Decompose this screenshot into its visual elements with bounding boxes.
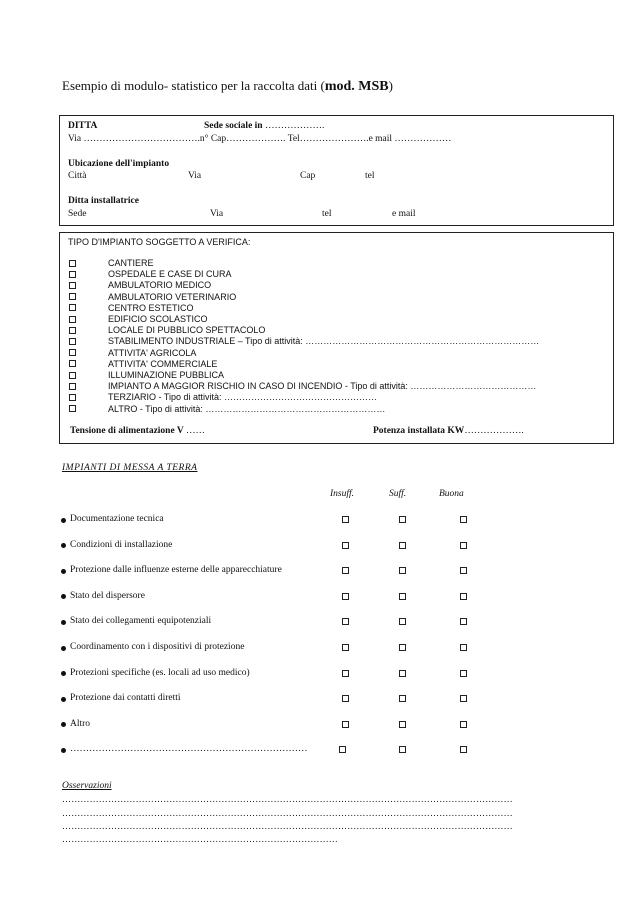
bullet-icon — [61, 646, 66, 651]
buona-checkbox[interactable] — [460, 746, 467, 753]
insuff-checkbox[interactable] — [342, 670, 349, 677]
col-buona: Buona — [439, 489, 464, 499]
terra-row-label: Altro — [70, 718, 91, 729]
osservazioni-line[interactable]: ………………………………………………………………………………………………………………………………… — [62, 794, 513, 804]
bullet-icon — [61, 543, 66, 548]
installatrice-tel[interactable]: tel — [322, 209, 332, 219]
sede-sociale-label: Sede sociale in — [204, 121, 263, 131]
installatrice-via[interactable]: Via — [210, 209, 224, 219]
suff-checkbox[interactable] — [399, 746, 406, 753]
col-suff: Suff. — [389, 489, 407, 499]
form-code: mod. MSB — [324, 79, 389, 94]
buona-checkbox[interactable] — [460, 644, 467, 651]
insuff-checkbox[interactable] — [342, 695, 349, 702]
impianto-checkbox[interactable] — [69, 316, 76, 323]
tensione-dots: …… — [185, 426, 205, 436]
bullet-icon — [61, 594, 66, 599]
impianto-item-label: TERZIARIO - Tipo di attività: …………………………………………… — [108, 392, 378, 403]
buona-checkbox[interactable] — [460, 567, 467, 574]
impianto-item-label: ALTRO - Tipo di attività: …………………………………………………… — [108, 403, 386, 414]
ubicazione-tel[interactable]: tel — [365, 171, 375, 181]
insuff-checkbox[interactable] — [342, 721, 349, 728]
impianto-checkbox[interactable] — [69, 260, 76, 267]
insuff-checkbox[interactable] — [339, 746, 346, 753]
impianto-item-label: STABILIMENTO INDUSTRIALE – Tipo di attività: …………………………………………………………………… — [108, 336, 540, 347]
impianto-checkbox[interactable] — [69, 349, 76, 356]
buona-checkbox[interactable] — [460, 695, 467, 702]
impianto-checkbox[interactable] — [69, 327, 76, 334]
suff-checkbox[interactable] — [399, 644, 406, 651]
suff-checkbox[interactable] — [399, 542, 406, 549]
terra-row-label: Protezione dai contatti diretti — [70, 693, 181, 704]
buona-checkbox[interactable] — [460, 670, 467, 677]
suff-checkbox[interactable] — [399, 721, 406, 728]
terra-row-label: Coordinamento con i dispositivi di protezione — [70, 642, 245, 652]
buona-checkbox[interactable] — [460, 721, 467, 728]
sede-sociale-field[interactable] — [204, 121, 324, 131]
tipo-impianto-heading: TIPO D'IMPIANTO SOGGETTO A VERIFICA: — [68, 237, 251, 247]
insuff-checkbox[interactable] — [342, 542, 349, 549]
suff-checkbox[interactable] — [399, 695, 406, 702]
impianto-item-label: AMBULATORIO MEDICO — [108, 280, 212, 291]
osservazioni-line[interactable]: ……………………………………………………………………………… — [62, 834, 338, 844]
insuff-checkbox[interactable] — [342, 516, 349, 523]
suff-checkbox[interactable] — [399, 670, 406, 677]
terra-row-label: Stato del dispersore — [70, 590, 145, 601]
ditta-label: DITTA — [68, 121, 98, 131]
impianto-checkbox[interactable] — [69, 394, 76, 401]
impianto-item-label: EDIFICIO SCOLASTICO — [108, 314, 208, 324]
insuff-checkbox[interactable] — [342, 618, 349, 625]
bullet-icon — [61, 671, 66, 676]
impianto-checkbox[interactable] — [69, 293, 76, 300]
bullet-icon — [61, 620, 66, 625]
impianto-item-label: OSPEDALE E CASE DI CURA — [108, 269, 232, 280]
impianto-item-label: ILLUMINAZIONE PUBBLICA — [108, 370, 225, 380]
title-prefix: Esempio di modulo- statistico per la raccolta dati ( — [62, 78, 325, 93]
bullet-icon — [61, 722, 66, 727]
impianto-item-label: ATTIVITA' COMMERCIALE — [108, 358, 218, 369]
impianto-item-label: LOCALE DI PUBBLICO SPETTACOLO — [108, 325, 266, 336]
potenza-field[interactable] — [373, 426, 524, 436]
potenza-dots: ………………. — [464, 426, 524, 436]
tensione-label: Tensione di alimentazione V — [70, 426, 184, 436]
terra-row-label: Protezioni specifiche (es. locali ad uso medico) — [70, 667, 250, 678]
sede-sociale-dots: ………………. — [264, 121, 325, 131]
installatrice-label: Ditta installatrice — [68, 196, 139, 206]
insuff-checkbox[interactable] — [342, 644, 349, 651]
page-title — [62, 78, 393, 95]
terra-row-label: Stato dei collegamenti equipotenziali — [70, 616, 212, 627]
buona-checkbox[interactable] — [460, 516, 467, 523]
impianto-checkbox[interactable] — [69, 383, 76, 390]
ubicazione-label: Ubicazione dell'impianto — [68, 159, 170, 169]
bullet-icon — [61, 748, 66, 753]
osservazioni-label: Osservazioni — [62, 781, 112, 791]
impianto-checkbox[interactable] — [69, 372, 76, 379]
impianto-checkbox[interactable] — [69, 405, 76, 412]
insuff-checkbox[interactable] — [342, 567, 349, 574]
impianto-item-label: IMPIANTO A MAGGIOR RISCHIO IN CASO DI INCENDIO - Tipo di attività: …………………………………… — [108, 381, 537, 392]
terra-row-label: ………………………………………………………………… — [70, 744, 308, 755]
osservazioni-line[interactable]: ………………………………………………………………………………………………………………………………… — [62, 821, 513, 831]
via-cap-tel-email-line[interactable]: Via ……………………………….n° Cap………………. Tel………………….e mail ……………… — [68, 134, 452, 144]
bullet-icon — [61, 697, 66, 702]
impianto-checkbox[interactable] — [69, 282, 76, 289]
installatrice-sede[interactable]: Sede — [68, 209, 87, 219]
terra-row-label: Condizioni di installazione — [70, 539, 173, 550]
terra-row-label: Protezione dalle influenze esterne delle apparecchiature — [70, 565, 282, 576]
impianto-item-label: AMBULATORIO VETERINARIO — [108, 291, 237, 302]
installatrice-email[interactable]: e mail — [392, 209, 416, 219]
impianto-checkbox[interactable] — [69, 271, 76, 278]
tensione-field[interactable] — [70, 426, 205, 436]
bullet-icon — [61, 518, 66, 523]
suff-checkbox[interactable] — [399, 593, 406, 600]
suff-checkbox[interactable] — [399, 567, 406, 574]
impianto-item-label: CENTRO ESTETICO — [108, 302, 194, 313]
buona-checkbox[interactable] — [460, 593, 467, 600]
impianto-item-label: CANTIERE — [108, 258, 154, 268]
ubicazione-cap[interactable]: Cap — [300, 171, 316, 181]
bullet-icon — [61, 569, 66, 574]
impianto-item-label: ATTIVITA' AGRICOLA — [108, 347, 197, 358]
ubicazione-citta[interactable]: Città — [68, 171, 87, 181]
suff-checkbox[interactable] — [399, 618, 406, 625]
insuff-checkbox[interactable] — [342, 593, 349, 600]
potenza-label: Potenza installata KW — [373, 426, 465, 436]
title-suffix: ) — [388, 78, 393, 93]
impianto-checkbox[interactable] — [69, 360, 76, 367]
impianto-checkbox[interactable] — [69, 304, 76, 311]
terra-row-label: Documentazione tecnica — [70, 514, 164, 524]
ditta-section — [59, 115, 614, 226]
ubicazione-via[interactable]: Via — [188, 171, 202, 181]
terra-heading: IMPIANTI DI MESSA A TERRA — [62, 463, 198, 473]
col-insuff: Insuff. — [330, 489, 355, 499]
buona-checkbox[interactable] — [460, 618, 467, 625]
buona-checkbox[interactable] — [460, 542, 467, 549]
osservazioni-line[interactable]: ………………………………………………………………………………………………………………………………… — [62, 808, 513, 818]
suff-checkbox[interactable] — [399, 516, 406, 523]
impianto-checkbox[interactable] — [69, 338, 76, 345]
